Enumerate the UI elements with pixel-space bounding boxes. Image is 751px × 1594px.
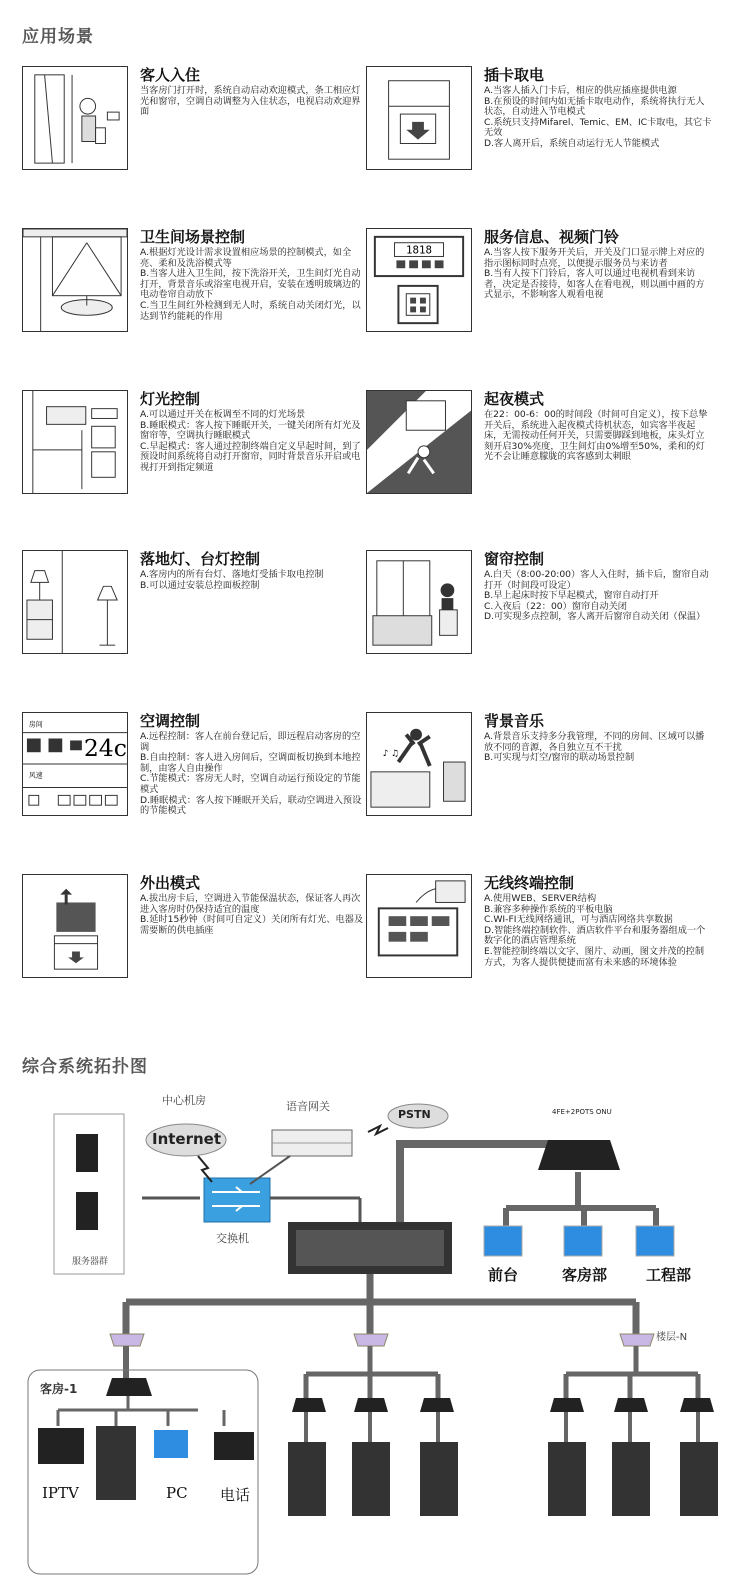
scenario-title: 落地灯、台灯控制 [140, 550, 261, 568]
scenario-card [22, 874, 362, 984]
scenario-line: B.当客人进入卫生间，按下洗浴开关，卫生间灯光自动打开，背景音乐或浴室电视开启，安装在透明玻璃边的电动卷帘自动放下 [140, 268, 361, 301]
pstn-label: PSTN [398, 1108, 431, 1121]
scenario-line: D.客人离开后，系统自动运行无人节能模式 [484, 137, 660, 149]
scenario-title: 灯光控制 [140, 390, 201, 408]
scenario-description [140, 86, 368, 118]
scenario-line: A.客房内的所有台灯、落地灯受插卡取电控制 [140, 569, 324, 580]
device-phone: 电话 [220, 1486, 251, 1504]
dept-front-desk: 前台 [488, 1266, 519, 1284]
scenario-description [140, 248, 368, 322]
scenario-illustration [22, 550, 128, 654]
scenario-line: C.节能模式：客房无人时，空调自动运行预设定的节能模式 [140, 773, 361, 795]
topology-diagram [0, 1080, 751, 1594]
scenario-line: C.系统只支持Mifarel、Temic、EM、IC卡取电，其它卡无效 [484, 116, 712, 139]
scenario-title: 无线终端控制 [484, 874, 575, 892]
scenario-line: A.根据灯光设计需求设置相应场景的控制模式，如全亮、柔和及洗浴模式等 [140, 247, 352, 269]
scenario-line: B.早上起床时按下早起模式，窗帘自动打开 [484, 590, 659, 602]
svg-text:24c: 24c [83, 734, 127, 763]
svg-text:风速: 风速 [28, 771, 43, 780]
scenario-card [22, 66, 362, 176]
scenario-line: D.智能终端控制软件、酒店软件平台和服务器组成一个数字化的酒店管理系统 [484, 924, 706, 947]
switch-label: 交换机 [216, 1232, 249, 1245]
scenario-illustration [22, 390, 128, 494]
scenario-title: 客人入住 [140, 66, 201, 84]
device-iptv: IPTV [42, 1484, 79, 1502]
voice-gateway-label: 语音网关 [286, 1100, 330, 1113]
scenario-line: B.当有人按下门铃后，客人可以通过电视机看到来访者，决定是否接待，如客人在看电视，则以画中画的方式显示，不影响客人观看电视 [484, 268, 705, 301]
scenario-line: B.可以通过安装总控面板控制 [140, 579, 260, 591]
scenario-line: E.智能控制终端以文字、图片、动画，图文并茂的控制方式，为客人提供便捷而富有未来感的环境体验 [484, 945, 705, 968]
scenario-line: A.拔出房卡后，空调进入节能保温状态，保证客人再次进入客房时仍保持适宜的温度 [140, 893, 361, 915]
scenario-title: 窗帘控制 [484, 550, 545, 568]
scenario-illustration [22, 66, 128, 170]
scenario-illustration [22, 712, 128, 816]
scenario-title: 插卡取电 [484, 66, 545, 84]
scenario-line: A.当客人插入门卡后，相应的供应插座提供电源 [484, 85, 677, 96]
scenario-illustration [366, 228, 472, 332]
floor-label: 楼层-N [656, 1332, 688, 1343]
scenario-line: B.睡眠模式：客人按下睡眠开关，一键关闭所有灯光及窗帘等，空调执行睡眠模式 [140, 419, 361, 442]
svg-text:♪ ♫: ♪ ♫ [382, 749, 400, 760]
scenario-description [484, 894, 712, 968]
internet-cloud-label: Internet [152, 1130, 222, 1148]
section-title-topology: 综合系统拓扑图 [22, 1057, 148, 1077]
scenario-illustration [366, 550, 472, 654]
scenario-illustration [366, 874, 472, 978]
scenario-line: C.当卫生间红外检测到无人时，系统自动关闭灯光，以达到节约能耗的作用 [140, 299, 361, 322]
scenario-card [22, 228, 362, 338]
scenario-title: 背景音乐 [484, 712, 545, 730]
onu-label: 4FE+2POTS ONU [552, 1108, 612, 1116]
scenario-illustration [22, 874, 128, 978]
scenario-card [366, 66, 712, 176]
scenario-line: D.可实现多点控制，客人离开后窗帘自动关闭（保温） [484, 611, 706, 623]
scenario-line: 在22：00-6：00的时间段（时间可自定义），按下总挚开关后，系统进入起夜模式待机状态，如宾客半夜起床，无需按动任何开关，只需要脚踩到地板，床头灯立刻开启30%亮度，卫生间灯由0%增至50%，柔和的灯光不会让睡意朦胧的宾客感到太刺眼 [484, 409, 708, 463]
scenario-line: D.睡眠模式：客人按下睡眠开关后，联动空调进入预设的节能模式 [140, 794, 362, 817]
server-group-label: 服务器群 [72, 1257, 109, 1267]
scenario-line: 当客房门打开时，系统自动启动欢迎模式，条工相应灯光和窗帘，空调自动调整为入住状态，电视启动欢迎界面 [140, 85, 361, 118]
scenario-title: 起夜模式 [484, 390, 545, 408]
scenario-title: 外出模式 [140, 874, 201, 892]
scenario-line: C.早起模式：客人通过控制终端自定义早起时间，到了预设时间系统将自动打开窗帘，同时背景音乐开启或电视打开到指定频道 [140, 440, 361, 473]
scenario-card [366, 712, 706, 822]
scenario-line: B.延时15秒钟（时间可自定义）关闭所有灯光、电器及需要断的供电插座 [140, 914, 364, 936]
scenario-line: A.可以通过开关在板调至不同的灯光场景 [140, 409, 306, 420]
scenario-illustration [366, 390, 472, 494]
scenario-illustration [22, 228, 128, 332]
scenario-description [140, 570, 368, 591]
scenario-line: A.背景音乐支持多分我管理，不同的房间、区域可以播放不同的音源，各自独立互不干扰 [484, 731, 705, 753]
scenario-title: 服务信息、视频门铃 [484, 228, 620, 246]
svg-text:房间: 房间 [28, 720, 43, 729]
scenario-title: 卫生间场景控制 [140, 228, 246, 246]
scenario-line: A.远程控制：客人在前台登记后，即远程启动客房的空调 [140, 731, 361, 753]
scenario-description [484, 86, 712, 150]
dept-housekeeping: 客房部 [562, 1266, 608, 1284]
scenario-line: A.白天（8:00-20:00）客人入住时，插卡后，窗帘自动打开（时间段可设定） [484, 569, 709, 591]
device-pc: PC [166, 1484, 188, 1502]
topology-lines [0, 1080, 751, 1594]
scenario-line: B.自由控制：客人进入房间后，空调面板切换到本地控制，由客人自由操作 [140, 752, 361, 774]
scenario-card [366, 874, 706, 984]
scenario-line: A.当客人按下服务开关后，开关及门口显示牌上对应的指示图标同时点亮，以便提示服务员与来访者 [484, 247, 705, 269]
room-label: 客房-1 [40, 1382, 78, 1396]
scenario-illustration [366, 66, 472, 170]
scenario-description [484, 410, 712, 463]
svg-text:1818: 1818 [406, 243, 432, 257]
scenario-card [366, 228, 706, 338]
dept-engineering: 工程部 [646, 1266, 692, 1284]
scenario-line: B.兼容多种操作系统的平板电脑 [484, 903, 613, 915]
scenario-description [484, 732, 712, 764]
scenario-line: A.使用WEB、SERVER结构 [484, 893, 597, 904]
scenario-card [366, 550, 709, 660]
scenario-line: B.可实现与灯空/窗帘的联动场景控制 [484, 752, 635, 764]
scenario-line: C.入夜后（22：00）窗帘自动关闭 [484, 600, 627, 612]
center-room-label: 中心机房 [162, 1094, 206, 1107]
scenario-card [366, 390, 706, 500]
scenario-title: 空调控制 [140, 712, 201, 730]
scenario-description [140, 410, 368, 474]
section-title-scenarios: 应用场景 [22, 27, 94, 47]
scenario-description [140, 894, 368, 936]
scenario-description [484, 248, 712, 301]
scenario-line: C.WI-FI无线网络通讯，可与酒店网络共享数据 [484, 914, 673, 926]
scenario-line: B.在预设的时间内如无插卡取电动作，系统将执行无人状态，自动进入节电模式 [484, 95, 705, 118]
scenario-card [22, 390, 362, 500]
scenario-description [140, 732, 368, 817]
scenario-illustration [366, 712, 472, 816]
scenario-card [22, 712, 362, 822]
scenario-card [22, 550, 362, 660]
scenario-description [484, 570, 712, 623]
